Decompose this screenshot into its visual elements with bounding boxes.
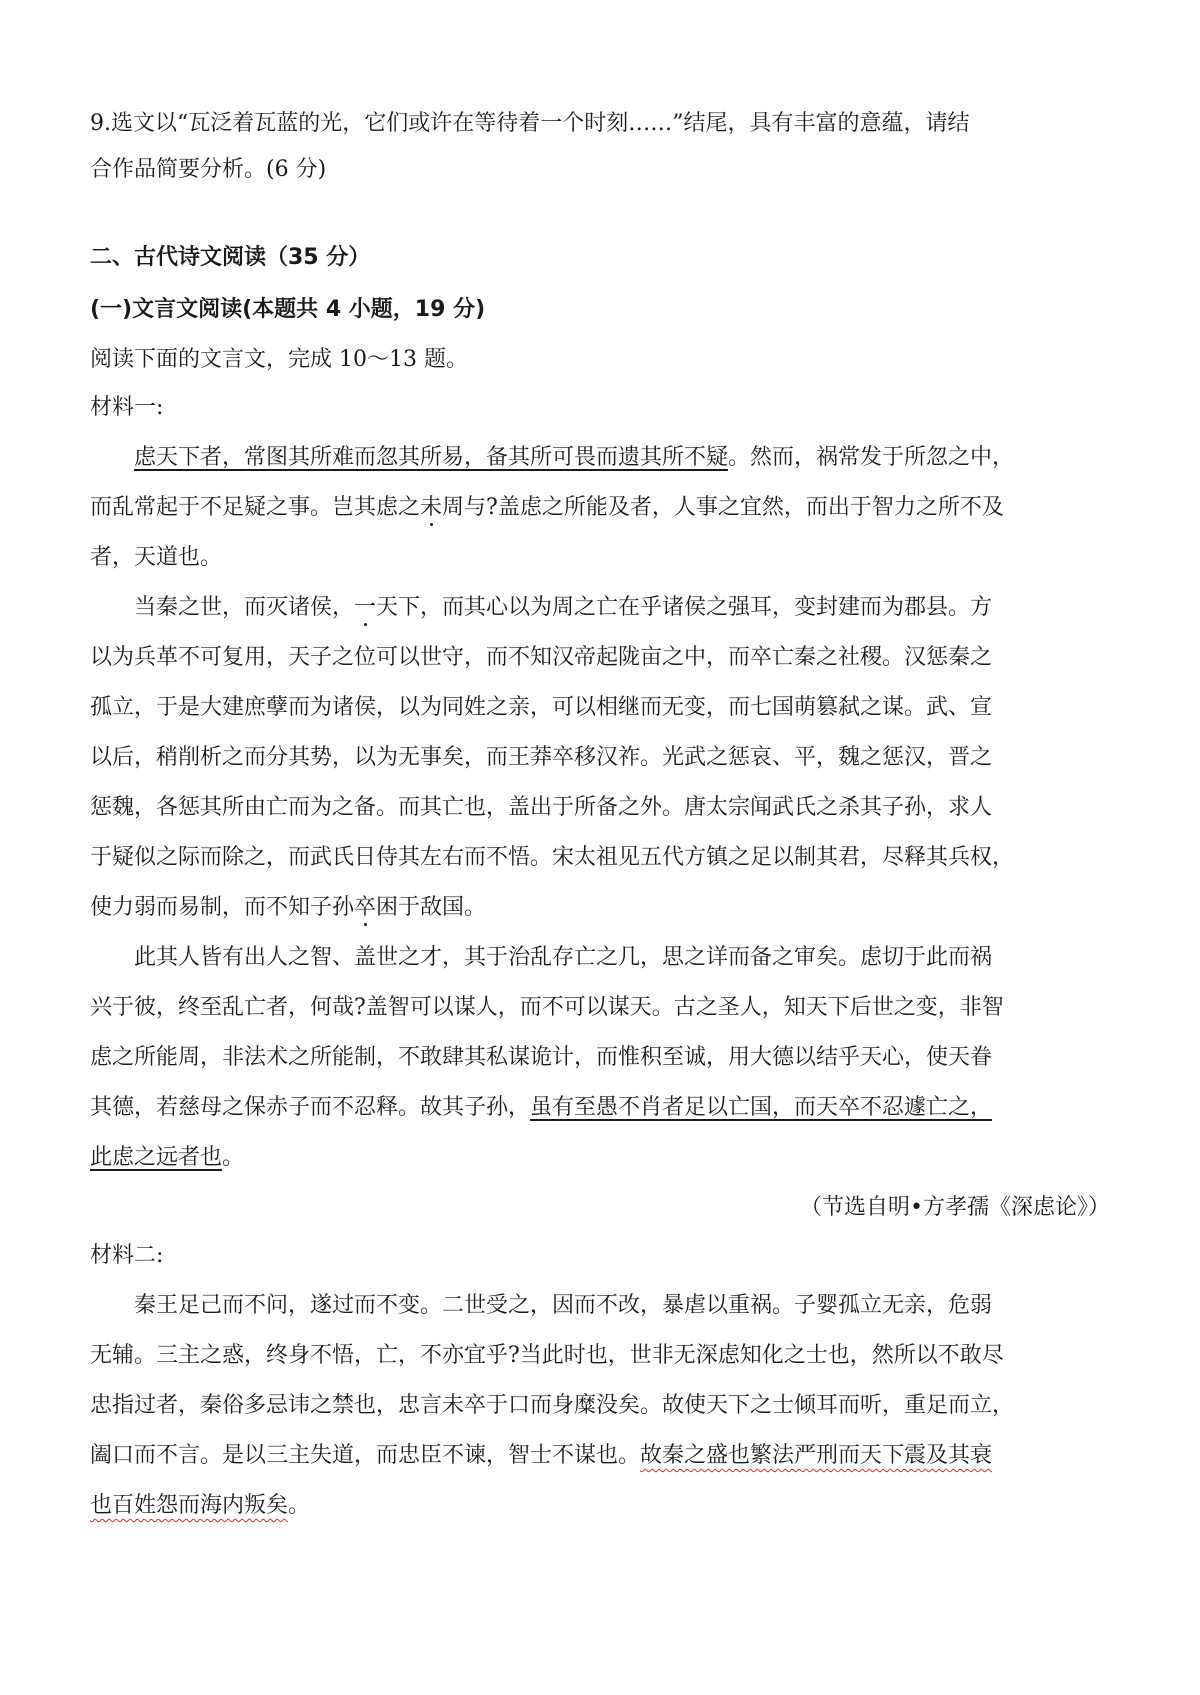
material-1-source: （节选自明•方孝孺《深虑论》） <box>800 1195 1110 1220</box>
material-1-p3-line-5 <box>90 1138 1110 1178</box>
underlined-sentence: 此虑之远者也 <box>90 1145 223 1170</box>
material-1-p2-line-4: 以后，稍削析之而分其势，以为无事矣，而王莽卒移汉祚。光武之惩哀、平，魏之惩汉，晋之 <box>90 745 993 770</box>
material-1-p3-line-3: 虑之所能周，非法术之所能制，不敢肆其私谋诡计，而惟积至诚，用大德以结乎天心，使天眷 <box>90 1045 993 1070</box>
material-2-line-3: 忠指过者，秦俗多忌讳之禁也，忠言未卒于口而身糜没矣。故使天下之士倾耳而听，重足而立， <box>90 1393 1015 1418</box>
emphasis-dot-char: 一 <box>354 595 377 620</box>
emphasis-dot-char: 卒 <box>354 895 377 920</box>
material-2-label: 材料二: <box>90 1243 164 1268</box>
text-run: 阖口而不言。是以三主失道，而忠臣不谏，智士不谋也。 <box>90 1443 641 1468</box>
section-2-title: 二、古代诗文阅读（35 分） <box>90 245 371 270</box>
material-2-line-5 <box>90 1486 1110 1526</box>
text-run: 天下，而其心以为周之亡在乎诸侯之强耳，变封建而为郡县。方 <box>376 595 993 620</box>
material-1-p2-line-5: 惩魏，各惩其所由亡而为之备。而其亡也，盖出于所备之外。唐太宗闻武氏之杀其子孙，求人 <box>90 795 993 820</box>
material-1-p1-line-1 <box>134 438 1110 478</box>
text-run: 。然而，祸常发于所忽之中， <box>728 445 1015 470</box>
material-1-label: 材料一: <box>90 395 164 420</box>
text-run: 其德，若慈母之保赤子而不忍释。故其子孙， <box>90 1095 531 1120</box>
wavy-underlined-sentence: 故秦之盛也繁法严刑而天下震及其衰 <box>640 1443 993 1468</box>
emphasis-dot-char: 未 <box>420 495 443 520</box>
material-1-p2-line-1 <box>134 588 1110 628</box>
text-run: 当秦之世，而灭诸侯， <box>134 595 355 620</box>
question-9-line-2: 合作品简要分析。(6 分) <box>90 157 327 182</box>
text-run: 使力弱而易制，而不知子孙 <box>90 895 355 920</box>
material-1-p1-line-3: 者，天道也。 <box>90 545 223 570</box>
subsection-1-title: (一)文言文阅读(本题共 4 小题，19 分) <box>90 297 486 322</box>
material-1-p2-line-7 <box>90 888 1110 928</box>
text-run: 周与?盖虑之所能及者，人事之宜然，而出于智力之所不及 <box>442 495 1004 520</box>
material-1-p3-line-2: 兴于彼，终至乱亡者，何哉?盖智可以谋人，而不可以谋天。古之圣人，知天下后世之变，非智 <box>90 995 1004 1020</box>
text-run: 。 <box>288 1493 311 1518</box>
material-2-line-4 <box>90 1436 1110 1476</box>
reading-instruction: 阅读下面的文言文，完成 10～13 题。 <box>90 347 468 372</box>
material-1-p2-line-6: 于疑似之际而除之，而武氏日侍其左右而不悟。宋太祖见五代方镇之足以制其君，尽释其兵权， <box>90 845 1015 870</box>
text-run: 。 <box>222 1145 245 1170</box>
material-1-p3-line-4 <box>90 1088 1110 1128</box>
material-1-p3-line-1: 此其人皆有出人之智、盖世之才，其于治乱存亡之几，思之详而备之审矣。虑切于此而祸 <box>134 945 993 970</box>
text-run: 困于敌国。 <box>376 895 487 920</box>
text-run: 而乱常起于不足疑之事。岂其虑之 <box>90 495 421 520</box>
material-1-p1-line-2 <box>90 488 1110 528</box>
underlined-sentence: 虽有至愚不肖者足以亡国，而天卒不忍遽亡之， <box>530 1095 993 1120</box>
underlined-sentence: 虑天下者，常图其所难而忽其所易，备其所可畏而遗其所不疑 <box>134 445 729 470</box>
material-2-line-2: 无辅。三主之惑，终身不悟，亡，不亦宜乎?当此时也，世非无深虑知化之士也，然所以不敢尽 <box>90 1343 1004 1368</box>
material-1-p2-line-3: 孤立，于是大建庶孽而为诸侯，以为同姓之亲，可以相继而无变，而七国萌篡弑之谋。武、宣 <box>90 695 993 720</box>
wavy-underlined-sentence: 也百姓怨而海内叛矣 <box>90 1493 289 1518</box>
material-2-line-1: 秦王足己而不问，遂过而不变。二世受之，因而不改，暴虐以重祸。子婴孤立无亲，危弱 <box>134 1293 993 1318</box>
question-9-line-1: 9.选文以“瓦泛着瓦蓝的光，它们或许在等待着一个时刻……”结尾，具有丰富的意蕴，请结 <box>90 111 970 136</box>
material-1-p2-line-2: 以为兵革不可复用，天子之位可以世守，而不知汉帝起陇亩之中，而卒亡秦之社稷。汉惩秦之 <box>90 645 993 670</box>
